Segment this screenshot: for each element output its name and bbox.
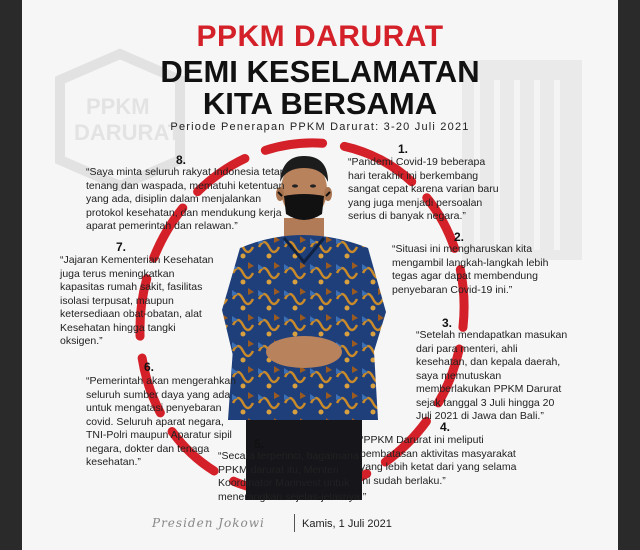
watermark-line2: DARURAT (74, 120, 182, 145)
quote-3-number: 3. (442, 316, 453, 330)
quote-4-text: “PPKM Darurat ini meliputi pembatasan aktivitas masyarakat yang lebih ketat dari yang selama ini sudah berlaku.” (360, 434, 517, 487)
quote-4-number: 4. (440, 420, 451, 434)
quote-3-text: “Setelah mendapatkan masukan dari para menteri, ahli kesehatan, dan kepala daerah, saya memutuskan memberlakukan PPKM Darurat sejak tanggal 3 Juli hingga 20 Juli 2021 di Jawa dan Bali.” (416, 329, 568, 422)
quote-7-text: “Jajaran Kementerian Kesehatan juga terus meningkatkan kapasitas rumah sakit, fasilitas isolasi terpusat, maupun ketersediaan obat-obatan, alat Kesehatan hingga tangki oksigen.” (60, 254, 214, 347)
right-dark-border (618, 0, 640, 550)
title-line-1: PPKM DARURAT (196, 20, 444, 53)
quote-2-number: 2. (454, 230, 465, 244)
title-line-2: DEMI KESELAMATAN (160, 54, 480, 89)
watermark-line1: PPKM (86, 94, 150, 119)
quote-1-text: “Pandemi Covid-19 beberapa hari terakhir ini berkembang sangat cepat karena varian baru yang juga menjadi persoalan serius di banyak negara.” (348, 156, 499, 222)
signature: Presiden Jokowi (152, 516, 265, 530)
footer-date: Kamis, 1 Juli 2021 (302, 518, 392, 530)
quote-8-text: “Saya minta seluruh rakyat Indonesia tetap tenang dan waspada, mematuhi ketentuan yang ada, disiplin dalam menjalankan protokol kesehatan, dan mendukung kerja aparat pemerintah dan relawan.” (86, 166, 286, 232)
quote-6-text: “Pemerintah akan mengerahkan seluruh sumber daya yang ada untuk mengatasi penyebaran covid. Seluruh aparat negara, TNI-Polri maupun Aparatur sipil negara, dokter dan tenaga kesehatan.” (86, 375, 237, 468)
quote-2-text: “Situasi ini mengharuskan kita mengambil langkah-langkah lebih tegas agar dapat membendung penyebaran Covid-19 ini.” (392, 243, 549, 296)
quote-7-number: 7. (116, 240, 127, 254)
quote-5-number: 5. (254, 437, 265, 451)
period-subtitle: Periode Penerapan PPKM Darurat: 3-20 Juli 2021 (170, 121, 470, 133)
quote-5-text: “Secara terperinci, bagaimana PPKM darurat itu, Menteri Koordinator Marinvest untuk menerangkan sejelas-jelasnya.” (218, 450, 367, 503)
infographic-poster (22, 0, 618, 550)
title-line-3: KITA BERSAMA (202, 86, 438, 121)
quote-8-number: 8. (176, 153, 187, 167)
quote-1-number: 1. (398, 142, 409, 156)
quote-6-number: 6. (144, 360, 155, 374)
footer-separator (294, 514, 295, 532)
left-dark-border (0, 0, 22, 550)
